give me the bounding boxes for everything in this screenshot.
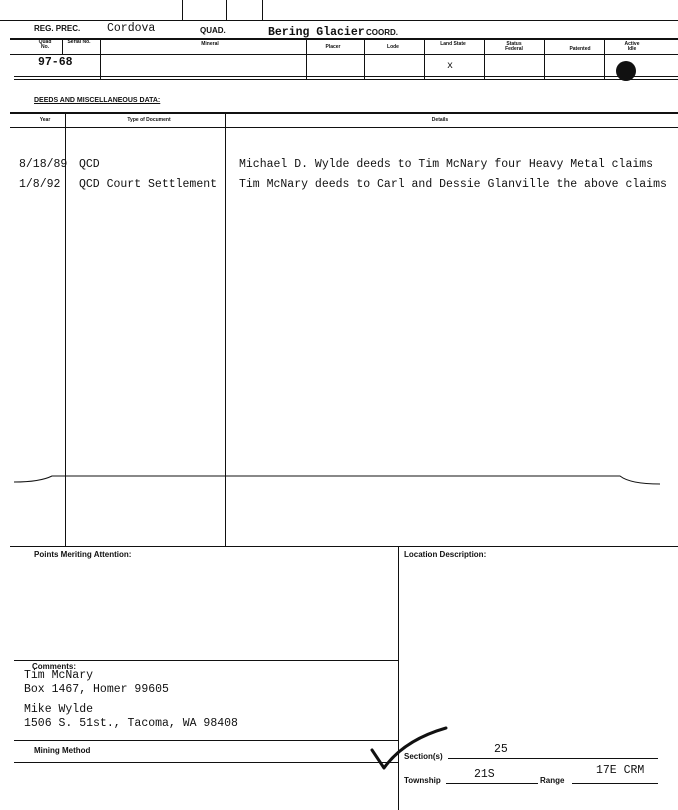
deeds-rule-1 <box>10 112 678 114</box>
range-label: Range <box>540 776 565 785</box>
township-underline <box>446 783 538 784</box>
row2-year: 1/8/92 <box>19 178 61 191</box>
reg-prec-value: Cordova <box>107 22 156 35</box>
deeds-bottom-rule <box>10 546 678 547</box>
header-top-rule <box>0 20 678 21</box>
hdr-v-4 <box>364 40 365 80</box>
section-value: 25 <box>494 743 508 756</box>
col-quad-no: Quad No. <box>38 39 52 50</box>
header-rule-5 <box>14 79 678 80</box>
comments-line-3: Mike Wylde <box>24 703 94 716</box>
col-mineral: Mineral <box>201 41 219 47</box>
comments-rule <box>14 660 398 661</box>
quad-no-value: 97-68 <box>38 56 73 69</box>
range-underline <box>572 783 658 784</box>
row1-year: 8/18/89 <box>19 158 68 171</box>
check-mark <box>364 722 454 778</box>
col-lode: Lode <box>387 44 399 50</box>
row2-type: QCD Court Settlement <box>79 178 218 191</box>
land-state-value: x <box>447 61 454 72</box>
quad-value: Bering Glacier <box>268 26 365 39</box>
hdr-v-5 <box>424 40 425 80</box>
top-tick-3 <box>262 0 263 20</box>
col-status-federal: Status Federal <box>505 41 523 52</box>
comments-line-4: 1506 S. 51st., Tacoma, WA 98408 <box>24 717 238 730</box>
mining-method-label: Mining Method <box>34 746 91 755</box>
col-active-idle: Active Idle <box>624 41 640 52</box>
header-rule-4 <box>14 76 678 77</box>
points-label: Points Meriting Attention: <box>34 550 132 559</box>
reg-prec-label: REG. PREC. <box>34 24 81 33</box>
header-rule-3 <box>10 54 678 55</box>
mining-rule-top <box>14 740 398 741</box>
row1-type: QCD <box>79 158 100 171</box>
comments-line-2: Box 1467, Homer 99605 <box>24 683 169 696</box>
col-patented: Patented <box>569 46 591 52</box>
fold-line <box>0 470 678 494</box>
hdr-v-1 <box>62 38 63 54</box>
location-label: Location Description: <box>404 550 487 559</box>
row1-details: Michael D. Wylde deeds to Tim McNary four Heavy Metal claims <box>239 158 654 171</box>
quad-label: QUAD. <box>200 26 226 35</box>
active-idle-mark <box>616 61 636 81</box>
col-land-state: Land State <box>440 41 466 47</box>
section-label: Section(s) <box>404 752 443 761</box>
top-tick-1 <box>182 0 183 20</box>
col-details: Details <box>431 117 449 123</box>
township-value: 21S <box>474 768 495 781</box>
hdr-v-2 <box>100 38 101 80</box>
header-rule-2 <box>10 38 678 40</box>
range-value: 17E CRM <box>596 764 645 777</box>
hdr-v-3 <box>306 40 307 80</box>
deeds-rule-2 <box>10 127 678 128</box>
coord-label: COORD. <box>366 28 398 37</box>
hdr-v-8 <box>604 40 605 80</box>
mining-rule-bottom <box>14 762 398 763</box>
township-label: Township <box>404 776 441 785</box>
col-serial-no: Serial No. <box>67 39 91 45</box>
hdr-v-7 <box>544 40 545 80</box>
comments-line-1: Tim McNary <box>24 669 94 682</box>
col-placer: Placer <box>325 44 341 50</box>
section-underline <box>448 758 658 759</box>
col-year: Year <box>39 117 51 123</box>
hdr-v-6 <box>484 40 485 80</box>
deeds-section-title: DEEDS AND MISCELLANEOUS DATA: <box>34 97 161 104</box>
comments-label: Comments: <box>32 662 77 671</box>
col-type: Type of Document <box>127 117 171 123</box>
row2-details: Tim McNary deeds to Carl and Dessie Glanville the above claims <box>239 178 667 191</box>
top-tick-2 <box>226 0 227 20</box>
